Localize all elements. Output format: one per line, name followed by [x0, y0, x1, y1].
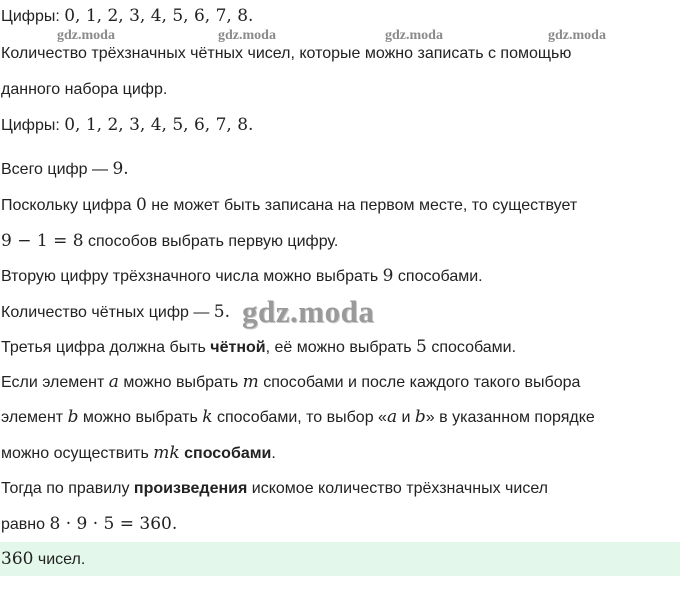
- third-digit-text-2: , её можно выбрать: [265, 339, 417, 356]
- var-b: b: [414, 407, 426, 427]
- rule-text: можно выбрать: [78, 409, 203, 426]
- product-text: искомое количество трёхзначных чисел: [247, 480, 549, 497]
- question-line-1: Количество трёхзначных чётных чисел, которые можно записать с помощью: [1, 45, 572, 62]
- product-line-1: [1, 478, 548, 500]
- first-digit-text-after: не может быть записана на первом месте, то существует: [146, 197, 578, 214]
- product-text: Тогда по правилу: [1, 480, 134, 497]
- answer-value: 360: [1, 549, 34, 569]
- third-digit-text: Третья цифра должна быть: [1, 339, 211, 356]
- digits-label: Цифры:: [1, 8, 60, 25]
- product-line-2: [1, 513, 177, 536]
- var-a: a: [386, 407, 398, 427]
- third-digit-text-3: способами.: [426, 339, 517, 356]
- rule-line-3: [1, 442, 276, 465]
- var-mk: mk: [153, 443, 180, 463]
- watermark-small: gdz.moda: [57, 28, 115, 43]
- rule-bold: способами: [184, 445, 272, 462]
- zero-value: 0: [135, 195, 147, 215]
- total-digits-line: [1, 158, 129, 181]
- var-m: m: [242, 372, 259, 392]
- rule-text: можно выбрать: [118, 374, 243, 391]
- digits-list: 0, 1, 2, 3, 4, 5, 6, 7, 8.: [64, 115, 254, 135]
- second-digit-text-end: способами.: [393, 268, 483, 285]
- first-digit-line-1: [1, 194, 577, 217]
- second-digit-value: 9: [382, 266, 394, 286]
- second-digit-text: Вторую цифру трёхзначного числа можно выбрать: [1, 268, 383, 285]
- third-digit-line: [1, 336, 516, 359]
- rule-text: и: [397, 409, 415, 426]
- rule-text: можно осуществить: [1, 445, 154, 462]
- watermark-logo: gdz.moda: [242, 294, 375, 329]
- third-digit-bold: чётной: [210, 339, 266, 356]
- product-bold: произведения: [133, 480, 248, 497]
- answer-text: чисел.: [33, 551, 86, 568]
- answer-line: [1, 548, 85, 571]
- watermark-small: gdz.moda: [218, 28, 276, 43]
- rule-text: .: [271, 445, 276, 462]
- rule-text: способами, то выбор «: [212, 409, 387, 426]
- rule-text: способами и после каждого такого выбора: [258, 374, 581, 391]
- watermark-small: gdz.moda: [385, 28, 443, 43]
- digits-label: Цифры:: [1, 117, 60, 134]
- first-digit-text: Поскольку цифра: [1, 197, 136, 214]
- third-digit-value: 5: [416, 337, 427, 357]
- digits-line-top: [1, 5, 253, 28]
- rule-line-2: [1, 406, 595, 429]
- question-line-2: данного набора цифр.: [1, 81, 168, 98]
- answer-box: [0, 542, 680, 576]
- rule-text: Если элемент: [1, 374, 109, 391]
- product-formula: 8 · 9 · 5 = 360.: [49, 514, 178, 534]
- var-b: b: [67, 407, 79, 427]
- rule-line-1: [1, 371, 580, 394]
- second-digit-line: [1, 265, 483, 288]
- first-digit-line-2: [1, 230, 338, 253]
- rule-text: элемент: [1, 409, 68, 426]
- first-digit-text-end: способов выбрать первую цифру.: [83, 233, 339, 250]
- even-count-text: Количество чётных цифр —: [1, 304, 214, 321]
- digits-list: 0, 1, 2, 3, 4, 5, 6, 7, 8.: [64, 6, 254, 26]
- total-value: 9.: [112, 159, 129, 179]
- var-a: a: [108, 372, 119, 392]
- total-text: Всего цифр —: [1, 161, 113, 178]
- first-digit-formula: 9 − 1 = 8: [1, 231, 84, 251]
- even-count-value: 5.: [213, 302, 230, 322]
- digits-line: [1, 114, 253, 137]
- var-k: k: [202, 407, 213, 427]
- product-text: равно: [1, 516, 50, 533]
- even-count-line: [1, 294, 375, 329]
- rule-text: » в указанном порядке: [425, 409, 595, 426]
- watermark-small: gdz.moda: [548, 28, 606, 43]
